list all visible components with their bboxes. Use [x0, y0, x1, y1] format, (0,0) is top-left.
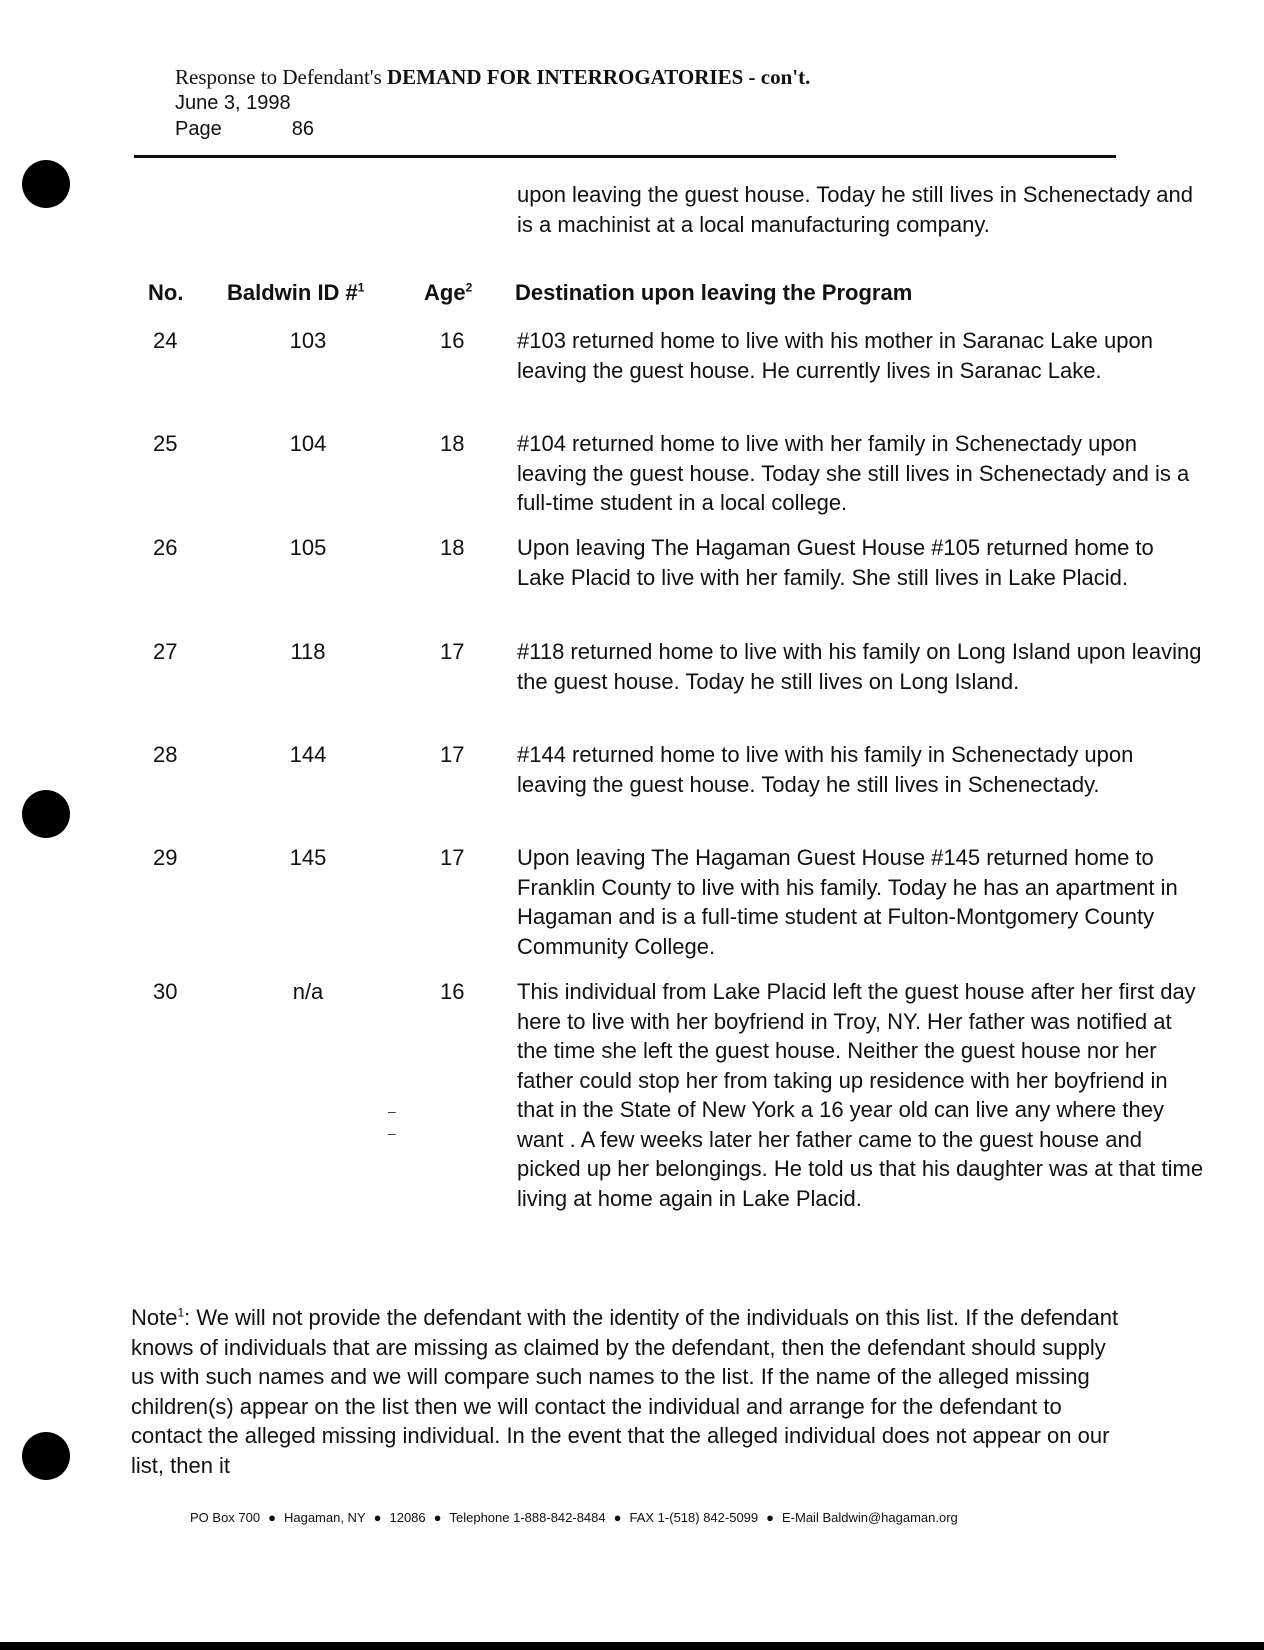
row-id: 103	[289, 328, 327, 353]
row-id: 144	[289, 742, 327, 767]
row-no: 29	[153, 845, 178, 870]
bullet-icon: ●	[766, 1510, 774, 1525]
document-header	[175, 64, 1115, 142]
note-label: Note	[131, 1305, 178, 1330]
header-suffix: - con't.	[743, 65, 811, 89]
footer-po-box: PO Box 700	[190, 1510, 261, 1525]
row-no: 24	[153, 328, 178, 353]
footnote-ref-1: 1	[357, 280, 365, 295]
header-age-label: Age	[424, 280, 466, 305]
note-text: : We will not provide the defendant with the identity of the individuals on this list. If the defendant knows of individuals that are missing as claimed by the defendant, then the defendant should supply us with such names and we will compare such names to the list. If the name of the alleged missing children(s) appear on the list then we will contact the individual and arrange for the defendant to contact the alleged missing individual. In the event that the alleged individual does not appear on our list, then it	[131, 1305, 1119, 1478]
footer-city: Hagaman, NY	[283, 1510, 366, 1525]
bullet-icon: ●	[433, 1510, 442, 1525]
row-id: 145	[289, 845, 327, 870]
header-baldwin-id	[227, 280, 364, 306]
header-baldwin-id-label: Baldwin ID #	[227, 280, 358, 305]
header-no: No.	[148, 280, 184, 305]
row-age: 16	[440, 328, 465, 353]
header-age	[424, 280, 472, 306]
header-rule	[134, 155, 1116, 158]
header-date: June 3, 1998	[175, 92, 291, 114]
row-destination: #104 returned home to live with her family in Schenectady upon leaving the guest house. Today she still lives in Schenectady and is a full-time student in a local college.	[517, 431, 1190, 515]
row-age: 17	[440, 845, 465, 870]
header-title	[175, 64, 1115, 90]
row-id: n/a	[292, 979, 324, 1004]
continuation-text: upon leaving the guest house. Today he still lives in Schenectady and is a machinist at a local manufacturing company.	[517, 182, 1193, 237]
row-id: 118	[290, 639, 326, 664]
note-sup: 1	[177, 1305, 185, 1320]
row-id: 104	[289, 431, 327, 456]
bullet-icon: ●	[373, 1510, 382, 1525]
punch-hole-middle	[22, 790, 70, 838]
row-no: 26	[153, 535, 178, 560]
footnote-ref-2: 2	[465, 280, 473, 295]
row-destination: Upon leaving The Hagaman Guest House #145 returned home to Franklin County to live with his family. Today he has an apartment in Hagaman and is a full-time student at Fulton-Montgomery County Community College.	[517, 845, 1178, 959]
row-destination: Upon leaving The Hagaman Guest House #105 returned home to Lake Placid to live with her family. She still lives in Lake Placid.	[517, 535, 1154, 590]
row-no: 28	[153, 742, 178, 767]
row-destination: #118 returned home to live with his family on Long Island upon leaving the guest house. Today he still lives on Long Island.	[517, 639, 1202, 694]
row-age: 17	[440, 742, 465, 767]
row-no: 27	[153, 639, 178, 664]
page-number: 86	[291, 118, 314, 140]
header-page	[175, 116, 1115, 142]
footnote	[131, 1303, 1131, 1480]
scan-edge-bar	[0, 1642, 1264, 1650]
footer-email: E-Mail Baldwin@hagaman.org	[782, 1510, 958, 1525]
footer-telephone: Telephone 1-888-842-8484	[449, 1510, 606, 1525]
page-label: Page	[175, 118, 222, 140]
bullet-icon: ●	[613, 1510, 622, 1525]
punch-hole-top	[22, 160, 70, 208]
header-title-bold: DEMAND FOR INTERROGATORIES	[387, 65, 744, 89]
footer-zip: 12086	[389, 1510, 426, 1525]
row-destination: #103 returned home to live with his mother in Saranac Lake upon leaving the guest house. He currently lives in Saranac Lake.	[517, 328, 1153, 383]
row-age: 18	[440, 431, 465, 456]
letterhead-footer	[190, 1510, 958, 1525]
punch-hole-bottom	[22, 1432, 70, 1480]
row-destination: #144 returned home to live with his family in Schenectady upon leaving the guest house. Today he still lives in Schenectady.	[517, 742, 1134, 797]
row-no: 30	[153, 979, 178, 1004]
header-prefix: Response to Defendant's	[175, 65, 387, 89]
scan-marks: – –	[388, 1103, 396, 1141]
row-destination: This individual from Lake Placid left the guest house after her first day here to live with her boyfriend in Troy, NY. Her father was notified at the time she left the guest house. Neither the guest house nor her father could stop her from taking up residence with her boyfriend in that in the State of New York a 16 year old can live any where they want . A few weeks later her father came to the guest house and picked up her belongings. He told us that his daughter was at that time living at home again in Lake Placid.	[517, 979, 1204, 1211]
row-age: 17	[440, 639, 465, 664]
footer-fax: FAX 1-(518) 842-5099	[629, 1510, 759, 1525]
header-destination: Destination upon leaving the Program	[515, 280, 913, 305]
row-id: 105	[289, 535, 327, 560]
row-age: 18	[440, 535, 465, 560]
row-age: 16	[440, 979, 465, 1004]
bullet-icon: ●	[268, 1510, 276, 1525]
row-no: 25	[153, 431, 178, 456]
